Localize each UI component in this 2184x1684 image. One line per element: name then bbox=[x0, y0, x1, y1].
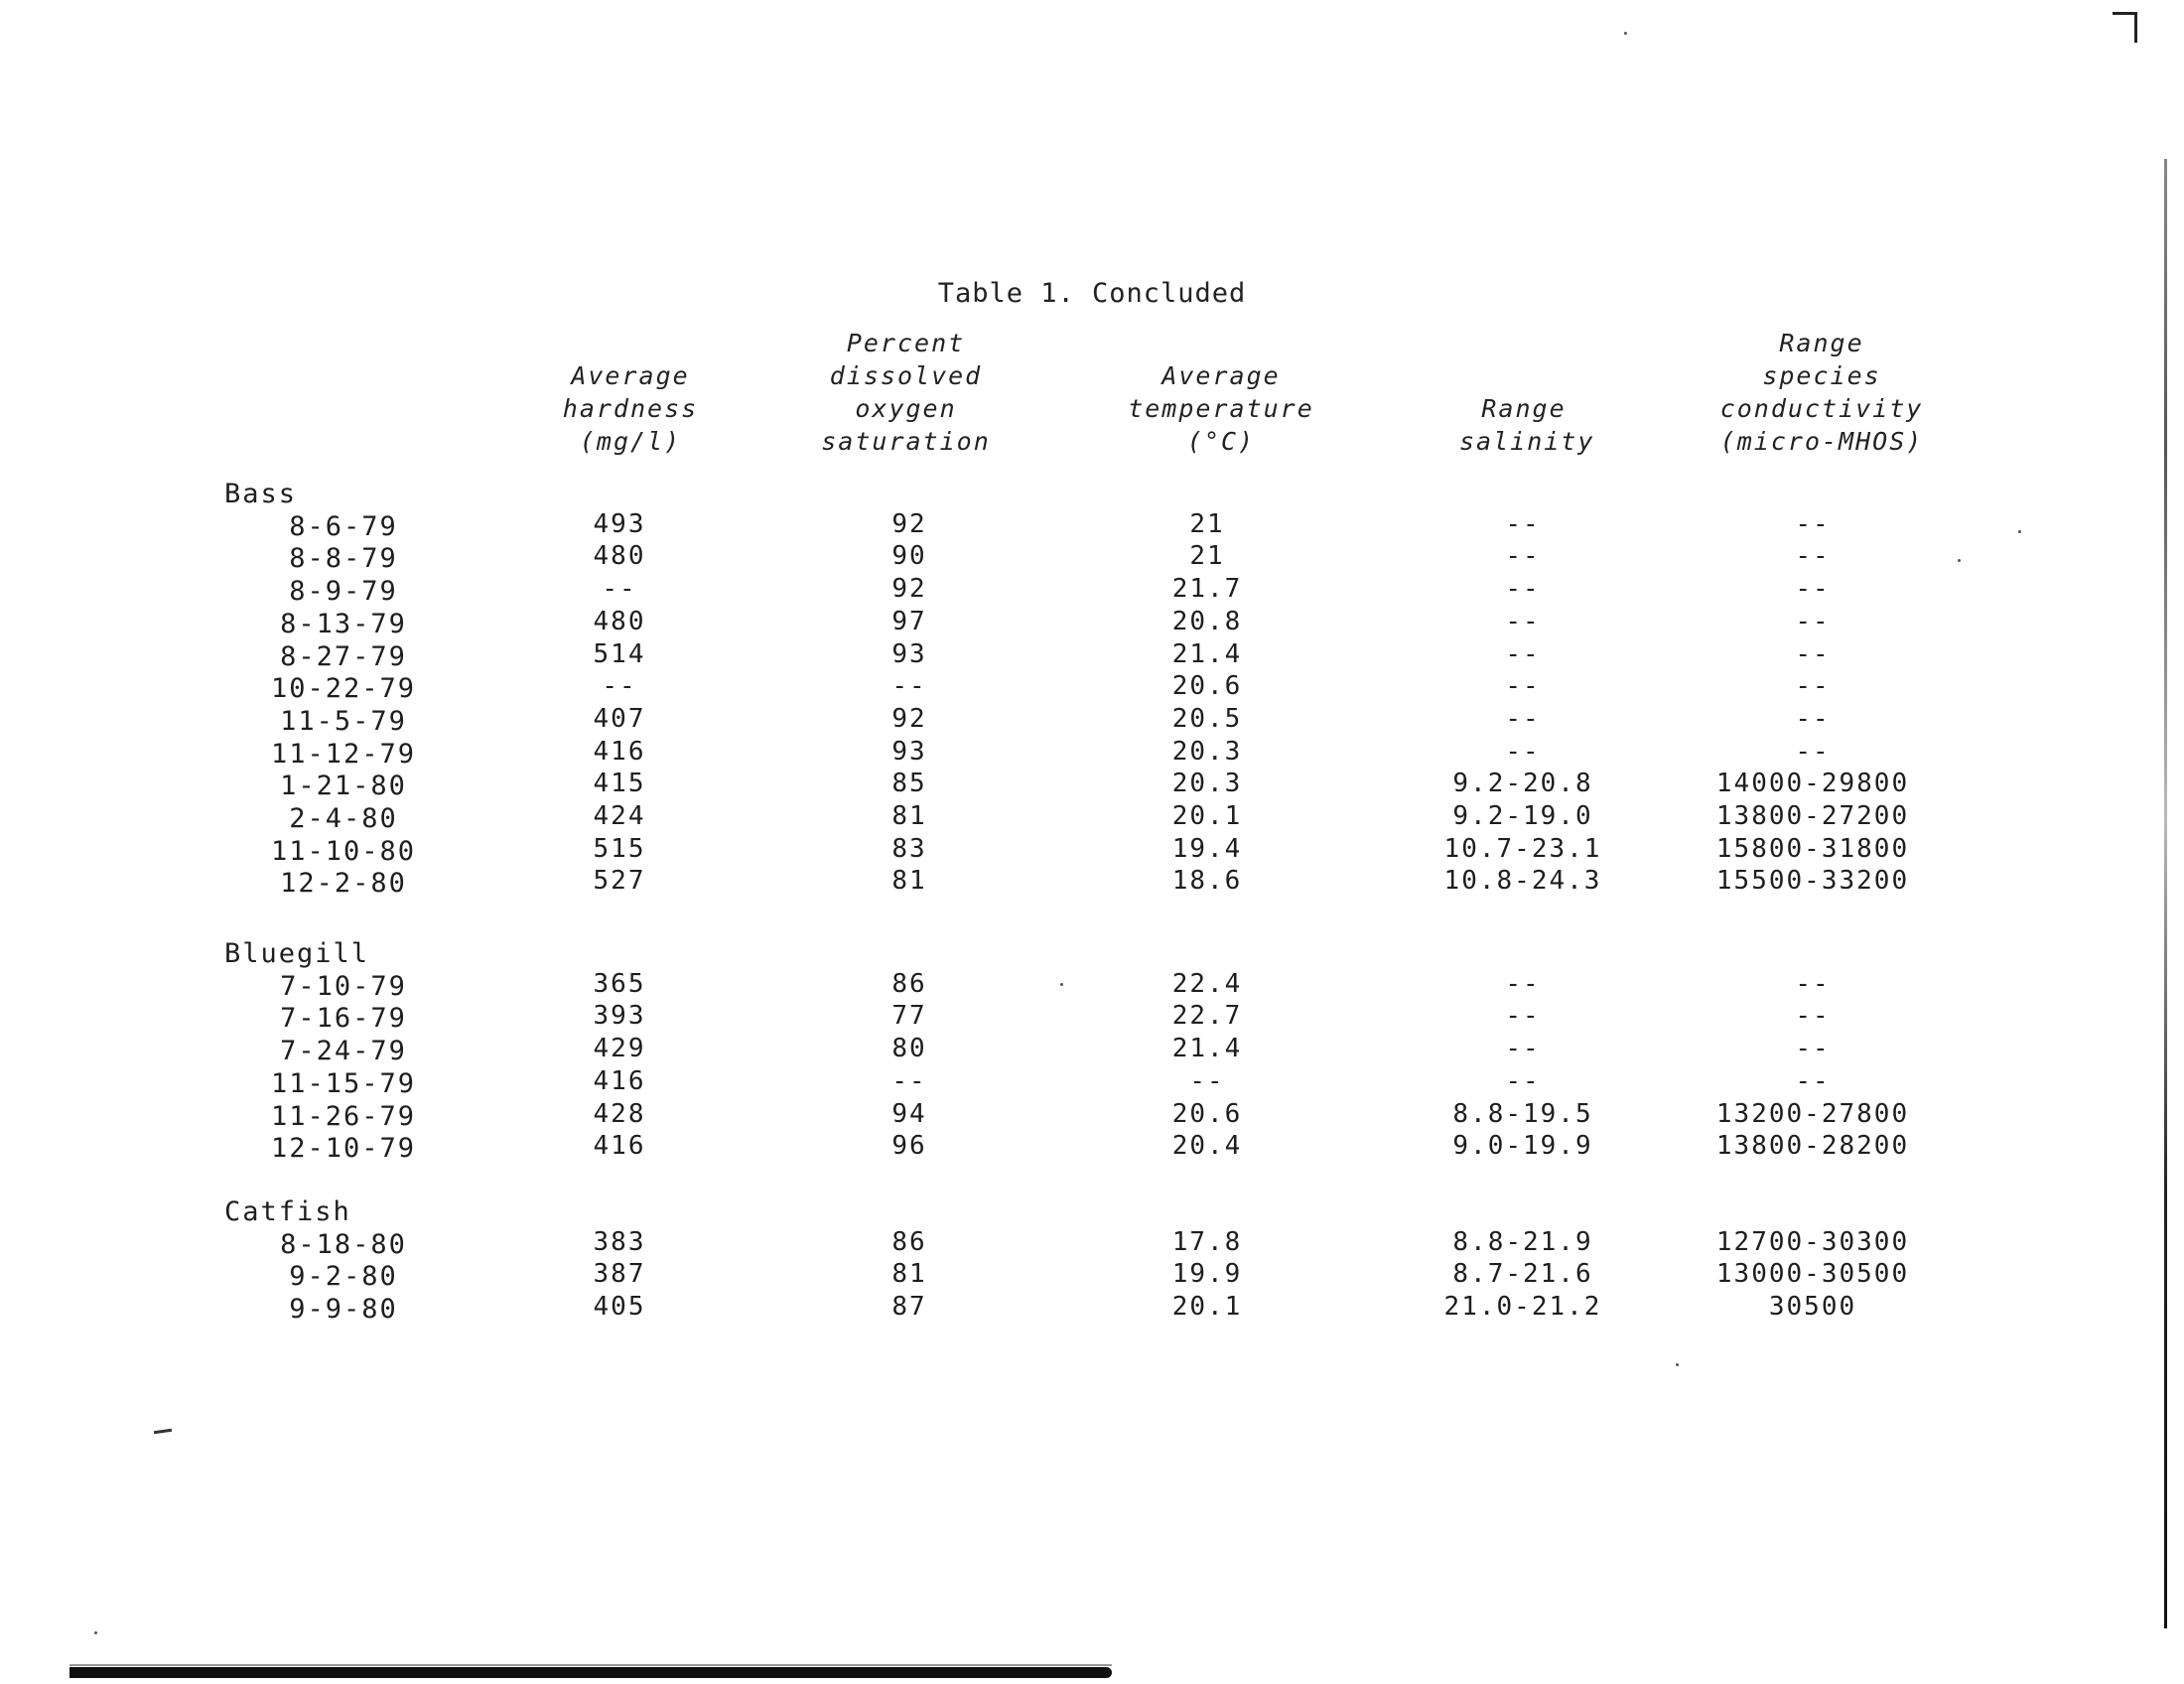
cell-conductivity: -- bbox=[1795, 968, 1831, 999]
cell-conductivity: -- bbox=[1795, 671, 1831, 702]
cell-salinity: 8.8-21.9 bbox=[1452, 1226, 1593, 1257]
row-date: 11-5-79 bbox=[280, 705, 407, 737]
cell-temperature: 21.4 bbox=[1171, 638, 1243, 669]
cell-conductivity: -- bbox=[1795, 1001, 1831, 1032]
cell-salinity: -- bbox=[1505, 1065, 1541, 1096]
cell-oxygen: 86 bbox=[891, 1226, 927, 1257]
row-date: 2-4-80 bbox=[289, 803, 398, 834]
cell-oxygen: 81 bbox=[891, 1259, 927, 1290]
cell-oxygen: 93 bbox=[891, 638, 927, 669]
row-date: 7-16-79 bbox=[280, 1003, 407, 1035]
cell-hardness: 428 bbox=[593, 1098, 646, 1129]
cell-conductivity: 30500 bbox=[1768, 1292, 1857, 1323]
cell-temperature: 21.7 bbox=[1171, 574, 1243, 605]
header-conductivity: Range species conductivity (micro-MHOS) bbox=[1719, 329, 1924, 456]
scan-edge-right bbox=[2164, 159, 2167, 1628]
row-date: 8-9-79 bbox=[289, 576, 398, 608]
cell-oxygen: 85 bbox=[891, 769, 927, 799]
scan-edge-bottom-thin bbox=[69, 1664, 1112, 1666]
cell-salinity: -- bbox=[1505, 671, 1541, 702]
cell-oxygen: 92 bbox=[891, 574, 927, 605]
cell-hardness: 424 bbox=[593, 801, 646, 831]
cell-hardness: 365 bbox=[593, 968, 646, 999]
corner-mark bbox=[2113, 12, 2137, 43]
cell-salinity: -- bbox=[1505, 508, 1541, 539]
cell-oxygen: 86 bbox=[891, 968, 927, 999]
cell-temperature: 22.4 bbox=[1171, 968, 1243, 999]
cell-temperature: 20.1 bbox=[1171, 801, 1243, 831]
cell-oxygen: 77 bbox=[891, 1001, 927, 1032]
group-label-catfish: Catfish bbox=[224, 1196, 351, 1227]
cell-oxygen: 87 bbox=[891, 1292, 927, 1323]
cell-temperature: 21 bbox=[1189, 508, 1225, 539]
row-date: 12-10-79 bbox=[270, 1133, 417, 1165]
cell-conductivity: -- bbox=[1795, 638, 1831, 669]
cell-temperature: 19.4 bbox=[1171, 833, 1243, 864]
cell-hardness: -- bbox=[602, 671, 637, 702]
cell-oxygen: 81 bbox=[891, 866, 927, 897]
header-oxygen: Percent dissolved oxygen saturation bbox=[821, 329, 991, 456]
cell-hardness: 407 bbox=[593, 703, 646, 734]
cell-conductivity: 13200-27800 bbox=[1715, 1098, 1910, 1129]
scan-edge-bottom bbox=[69, 1667, 1112, 1678]
cell-salinity: -- bbox=[1505, 736, 1541, 767]
cell-oxygen: 92 bbox=[891, 508, 927, 539]
cell-oxygen: 94 bbox=[891, 1098, 927, 1129]
row-date: 11-15-79 bbox=[270, 1067, 417, 1099]
cell-salinity: -- bbox=[1505, 703, 1541, 734]
cell-hardness: 393 bbox=[593, 1001, 646, 1032]
row-date: 9-9-80 bbox=[289, 1294, 398, 1326]
cell-temperature: 20.3 bbox=[1171, 736, 1243, 767]
cell-salinity: 9.2-19.0 bbox=[1452, 801, 1593, 831]
scan-speck bbox=[1624, 32, 1627, 35]
scan-speck bbox=[94, 1631, 97, 1634]
header-temperature: Average temperature (°C) bbox=[1128, 361, 1314, 456]
header-salinity: Range salinity bbox=[1459, 394, 1595, 456]
row-date: 10-22-79 bbox=[270, 673, 417, 705]
cell-salinity: 8.8-19.5 bbox=[1452, 1098, 1593, 1129]
row-date: 11-12-79 bbox=[270, 738, 417, 770]
row-date: 8-13-79 bbox=[280, 608, 407, 639]
cell-salinity: -- bbox=[1505, 638, 1541, 669]
cell-conductivity: 13800-28200 bbox=[1715, 1131, 1910, 1162]
cell-temperature: 20.6 bbox=[1171, 1098, 1243, 1129]
cell-temperature: 20.5 bbox=[1171, 703, 1243, 734]
row-date: 7-10-79 bbox=[280, 970, 407, 1002]
cell-oxygen: 97 bbox=[891, 606, 927, 636]
cell-hardness: 416 bbox=[593, 736, 646, 767]
cell-salinity: -- bbox=[1505, 968, 1541, 999]
cell-salinity: 10.8-24.3 bbox=[1443, 866, 1602, 897]
scan-speck bbox=[1958, 559, 1961, 562]
cell-salinity: 9.2-20.8 bbox=[1452, 769, 1593, 799]
cell-salinity: -- bbox=[1505, 1001, 1541, 1032]
cell-oxygen: -- bbox=[891, 671, 927, 702]
scan-speck bbox=[1676, 1363, 1679, 1366]
cell-oxygen: 93 bbox=[891, 736, 927, 767]
cell-conductivity: 15500-33200 bbox=[1715, 866, 1910, 897]
cell-hardness: 480 bbox=[593, 541, 646, 572]
cell-hardness: 387 bbox=[593, 1259, 646, 1290]
cell-temperature: -- bbox=[1189, 1065, 1225, 1096]
cell-oxygen: 83 bbox=[891, 833, 927, 864]
cell-temperature: 20.6 bbox=[1171, 671, 1243, 702]
row-date: 9-2-80 bbox=[289, 1261, 398, 1293]
cell-salinity: -- bbox=[1505, 541, 1541, 572]
table-title: Table 1. Concluded bbox=[937, 278, 1247, 309]
cell-hardness: 493 bbox=[593, 508, 646, 539]
cell-conductivity: 13000-30500 bbox=[1715, 1259, 1910, 1290]
cell-temperature: 21.4 bbox=[1171, 1034, 1243, 1064]
cell-conductivity: -- bbox=[1795, 1065, 1831, 1096]
cell-temperature: 21 bbox=[1189, 541, 1225, 572]
cell-hardness: 480 bbox=[593, 606, 646, 636]
cell-hardness: 514 bbox=[593, 638, 646, 669]
cell-oxygen: 80 bbox=[891, 1034, 927, 1064]
row-date: 12-2-80 bbox=[280, 868, 407, 900]
cell-salinity: -- bbox=[1505, 574, 1541, 605]
header-hardness: Average hardness (mg/l) bbox=[562, 361, 699, 456]
group-label-bluegill: Bluegill bbox=[224, 938, 370, 969]
group-label-bass: Bass bbox=[224, 479, 298, 509]
cell-hardness: 416 bbox=[593, 1065, 646, 1096]
row-date: 8-8-79 bbox=[289, 543, 398, 575]
row-date: 11-10-80 bbox=[270, 835, 417, 867]
cell-salinity: -- bbox=[1505, 1034, 1541, 1064]
row-date: 8-27-79 bbox=[280, 640, 407, 672]
cell-salinity: 9.0-19.9 bbox=[1452, 1131, 1593, 1162]
cell-hardness: 415 bbox=[593, 769, 646, 799]
cell-temperature: 20.8 bbox=[1171, 606, 1243, 636]
cell-conductivity: 14000-29800 bbox=[1715, 769, 1910, 799]
cell-conductivity: 13800-27200 bbox=[1715, 801, 1910, 831]
row-date: 1-21-80 bbox=[280, 771, 407, 802]
row-date: 7-24-79 bbox=[280, 1036, 407, 1067]
cell-temperature: 22.7 bbox=[1171, 1001, 1243, 1032]
cell-oxygen: 96 bbox=[891, 1131, 927, 1162]
scan-speck bbox=[2018, 530, 2021, 533]
cell-oxygen: 81 bbox=[891, 801, 927, 831]
row-date: 11-26-79 bbox=[270, 1100, 417, 1132]
cell-salinity: 21.0-21.2 bbox=[1443, 1292, 1602, 1323]
cell-hardness: 515 bbox=[593, 833, 646, 864]
cell-conductivity: 12700-30300 bbox=[1715, 1226, 1910, 1257]
cell-conductivity: -- bbox=[1795, 1034, 1831, 1064]
cell-temperature: 20.1 bbox=[1171, 1292, 1243, 1323]
cell-conductivity: -- bbox=[1795, 703, 1831, 734]
scan-speck bbox=[1060, 983, 1063, 986]
cell-temperature: 19.9 bbox=[1171, 1259, 1243, 1290]
cell-oxygen: 92 bbox=[891, 703, 927, 734]
row-date: 8-18-80 bbox=[280, 1228, 407, 1260]
cell-hardness: 429 bbox=[593, 1034, 646, 1064]
cell-hardness: 383 bbox=[593, 1226, 646, 1257]
cell-hardness: -- bbox=[602, 574, 637, 605]
cell-conductivity: -- bbox=[1795, 574, 1831, 605]
cell-conductivity: 15800-31800 bbox=[1715, 833, 1910, 864]
cell-conductivity: -- bbox=[1795, 736, 1831, 767]
cell-temperature: 18.6 bbox=[1171, 866, 1243, 897]
cell-hardness: 416 bbox=[593, 1131, 646, 1162]
cell-oxygen: -- bbox=[891, 1065, 927, 1096]
cell-salinity: -- bbox=[1505, 606, 1541, 636]
cell-salinity: 8.7-21.6 bbox=[1452, 1259, 1593, 1290]
cell-oxygen: 90 bbox=[891, 541, 927, 572]
row-date: 8-6-79 bbox=[289, 510, 398, 542]
cell-conductivity: -- bbox=[1795, 606, 1831, 636]
cell-salinity: 10.7-23.1 bbox=[1443, 833, 1602, 864]
cell-temperature: 17.8 bbox=[1171, 1226, 1243, 1257]
cell-hardness: 527 bbox=[593, 866, 646, 897]
cell-temperature: 20.4 bbox=[1171, 1131, 1243, 1162]
cell-hardness: 405 bbox=[593, 1292, 646, 1323]
cell-temperature: 20.3 bbox=[1171, 769, 1243, 799]
cell-conductivity: -- bbox=[1795, 508, 1831, 539]
cell-conductivity: -- bbox=[1795, 541, 1831, 572]
pen-mark bbox=[154, 1429, 172, 1434]
